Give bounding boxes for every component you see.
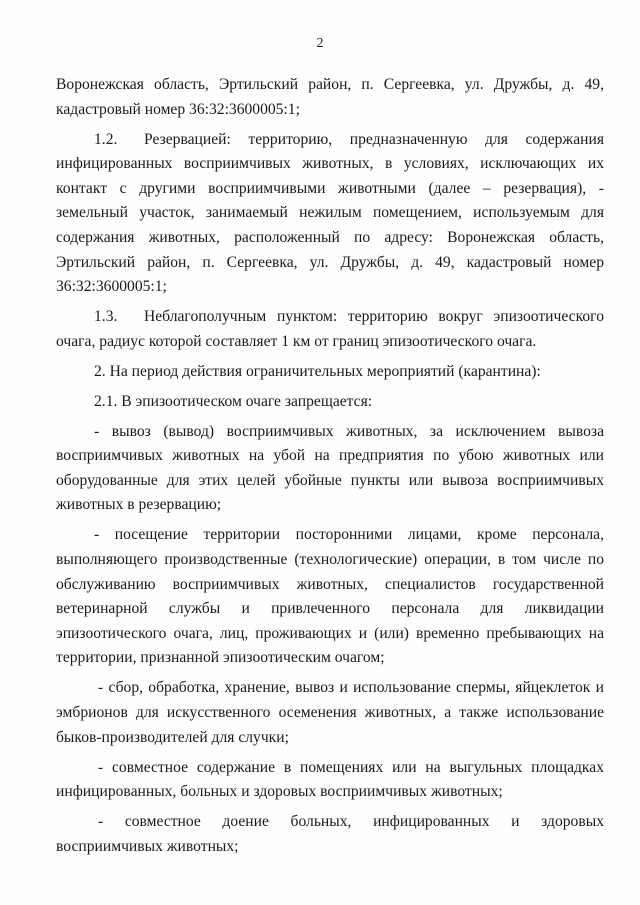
paragraph-1-2 <box>56 128 604 300</box>
list-item-visits: - посещение территории посторонними лицами, кроме персонала, выполняющего производственные (технологические) операции, в том числе по обслуживанию восприимчивых животных, специалистов государственной ветеринарной службы и привлеченного персонала для ликвидации эпизоотического очага, лиц, проживающих и (или) временно пребывающих на территории, признанной эпизоотическим очагом; <box>56 526 604 667</box>
list-item-joint-milking: - совместное доение больных, инфицированных и здоровых восприимчивых животных; <box>56 813 604 855</box>
document-body <box>56 73 604 865</box>
list-item-sperm: - сбор, обработка, хранение, вывоз и использование спермы, яйцеклеток и эмбрионов для искусственного осеменения животных, а также использование быков-производителей для случки; <box>56 679 604 746</box>
paragraph-1-3 <box>56 305 604 354</box>
paragraph-text: Неблагополучным пунктом: территорию вокруг эпизоотического очага, радиус которой составляет 1 км от границ эпизоотического очага. <box>56 308 604 350</box>
page-number: 2 <box>316 36 324 51</box>
list-item-joint-keeping: - совместное содержание в помещениях или на выгульных площадках инфицированных, больных и здоровых восприимчивых животных; <box>56 758 604 801</box>
paragraph-2: 2. На период действия ограничительных мероприятий (карантина): <box>94 362 541 380</box>
paragraph-text: Резервацией: территорию, предназначенную для содержания инфицированных восприимчивых животных, в условиях, исключающих их контакт с другими восприимчивыми животными (далее – резервация), - земельный участок, занимаемый нежилым помещением, используемым для содержания животных, расположенный по адресу: Воронежская область, Эртильский район, п. Сергеевка, ул. Дружбы, д. 49, кадастровый номер 36:32:3600005:1; <box>56 130 604 296</box>
paragraph-2-1: 2.1. В эпизоотическом очаге запрещается: <box>94 392 373 410</box>
paragraph-address-continuation: Воронежская область, Эртильский район, п. Сергеевка, ул. Дружбы, д. 49, кадастровый номер 36:32:3600005:1; <box>56 76 604 118</box>
clause-number: 1.3. <box>94 308 118 326</box>
list-item-removal: - вывоз (вывод) восприимчивых животных, за исключением вывоза восприимчивых животных на убой на предприятия по убою животных или оборудованные для этих целей убойные пункты или вывоза восприимчивых животных в резервацию; <box>56 422 604 514</box>
clause-number: 1.2. <box>94 130 118 148</box>
